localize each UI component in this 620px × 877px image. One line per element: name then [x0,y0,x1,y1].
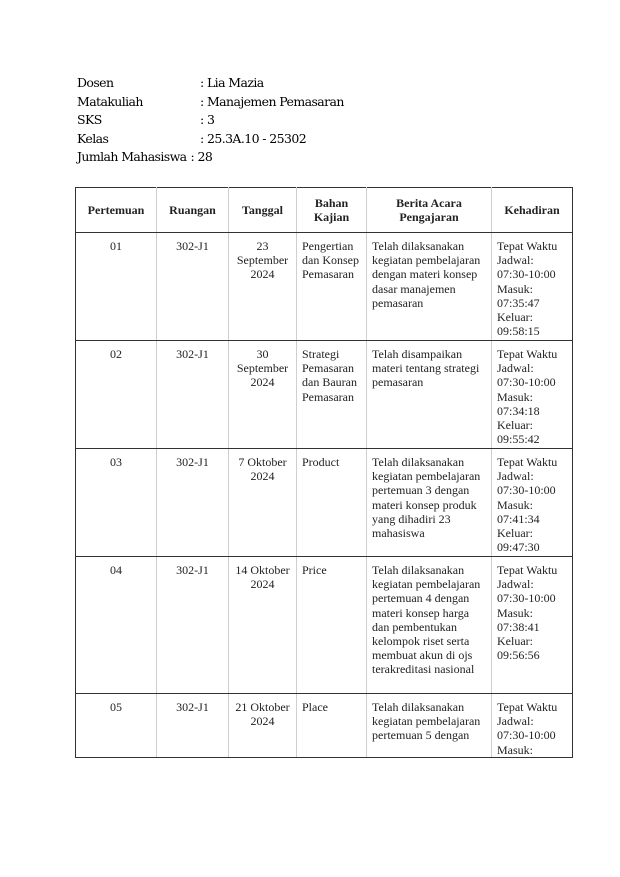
cell-tanggal: 14 Oktober 2024 [229,557,297,694]
keluar-value: 09:56:56 [497,648,540,663]
cell-pertemuan: 03 [76,449,157,557]
kelas-label: Kelas [77,130,109,146]
cell-pertemuan: 01 [76,233,157,341]
kehadiran-status: Tepat Waktu [497,347,558,361]
jadwal-label: Jadwal: [497,253,534,268]
cell-ruangan: 302-J1 [157,233,229,341]
course-info [77,74,344,167]
jadwal-value: 07:30-10:00 [497,483,556,498]
cell-tanggal: 7 Oktober 2024 [229,449,297,557]
masuk-label: Masuk: [497,497,533,512]
table-row [76,449,573,557]
cell-berita-acara: Telah dilaksanakan kegiatan pembelajaran dengan materi konsep dasar manajemen pemasaran [367,233,492,341]
cell-berita-acara: Telah dilaksanakan kegiatan pembelajaran pertemuan 4 dengan materi konsep harga dan pembentukan kelompok riset serta membuat akun di ojs terakreditasi nasional [367,557,492,694]
cell-kehadiran [492,341,573,449]
keluar-value: 09:58:15 [497,324,540,339]
masuk-value: 07:34:18 [497,403,540,418]
cell-kehadiran [492,557,573,694]
jadwal-label: Jadwal: [497,469,534,484]
cell-berita-acara: Telah dilaksanakan kegiatan pembelajaran pertemuan 3 dengan materi konsep produk yang dihadiri 23 mahasiswa [367,449,492,557]
info-row-kelas [77,130,344,149]
table-header-row [76,188,573,233]
cell-pertemuan: 05 [76,694,157,758]
cell-tanggal: 30 September 2024 [229,341,297,449]
jadwal-label: Jadwal: [497,577,534,592]
header-berita-acara: Berita Acara Pengajaran [367,188,492,233]
cell-ruangan: 302-J1 [157,694,229,758]
cell-pertemuan: 04 [76,557,157,694]
keluar-label: Keluar: [497,310,533,325]
info-row-matakuliah [77,93,344,112]
jadwal-label: Jadwal: [497,361,534,376]
jadwal-value: 07:30-10:00 [497,267,556,282]
cell-kehadiran [492,233,573,341]
jumlah-mahasiswa-value: : 28 [190,149,213,164]
cell-ruangan: 302-J1 [157,341,229,449]
keluar-value: 09:47:30 [497,540,540,555]
keluar-value: 09:55:42 [497,432,540,447]
masuk-label: Masuk: [497,742,533,757]
matakuliah-label: Matakuliah [77,93,143,109]
header-pertemuan: Pertemuan [76,188,157,233]
jadwal-value: 07:30-10:00 [497,591,556,606]
cell-bahan-kajian: Pengertian dan Konsep Pemasaran [297,233,367,341]
masuk-label: Masuk: [497,605,533,620]
keluar-label: Keluar: [497,418,533,433]
header-tanggal: Tanggal [229,188,297,233]
masuk-label: Masuk: [497,389,533,404]
table-row [76,694,573,758]
table-row [76,233,573,341]
dosen-label: Dosen [77,75,114,90]
cell-tanggal: 23 September 2024 [229,233,297,341]
masuk-value: 07:41:34 [497,511,540,526]
sks-value: : 3 [200,112,215,127]
cell-bahan-kajian: Price [297,557,367,694]
attendance-table [75,187,573,758]
kehadiran-status: Tepat Waktu [497,700,558,714]
cell-bahan-kajian: Strategi Pemasaran dan Bauran Pemasaran [297,341,367,449]
cell-bahan-kajian: Place [297,694,367,758]
dosen-value: : Lia Mazia [200,75,264,90]
cell-ruangan: 302-J1 [157,449,229,557]
keluar-label: Keluar: [497,526,533,541]
masuk-label: Masuk: [497,281,533,296]
cell-ruangan: 302-J1 [157,557,229,694]
jadwal-value: 07:30-10:00 [497,375,556,390]
kehadiran-status: Tepat Waktu [497,563,558,577]
kehadiran-status: Tepat Waktu [497,239,558,253]
cell-bahan-kajian: Product [297,449,367,557]
sks-label: SKS [77,112,102,127]
cell-tanggal: 21 Oktober 2024 [229,694,297,758]
kehadiran-status: Tepat Waktu [497,455,558,469]
masuk-value: 07:35:47 [497,295,540,310]
info-row-dosen [77,74,344,93]
table-row [76,341,573,449]
jadwal-label: Jadwal: [497,714,534,729]
cell-pertemuan: 02 [76,341,157,449]
kelas-value: : 25.3A.10 - 25302 [200,130,307,146]
header-bahan-kajian: Bahan Kajian [297,188,367,233]
header-kehadiran: Kehadiran [492,188,573,233]
cell-kehadiran [492,449,573,557]
masuk-value: 07:38:41 [497,619,540,634]
info-row-jumlah-mahasiswa [77,148,344,167]
header-ruangan: Ruangan [157,188,229,233]
cell-kehadiran [492,694,573,758]
jadwal-value: 07:30-10:00 [497,728,556,743]
keluar-label: Keluar: [497,634,533,649]
jumlah-mahasiswa-label: Jumlah Mahasiswa [77,149,187,164]
matakuliah-value: : Manajemen Pemasaran [200,93,344,109]
table-row [76,557,573,694]
cell-berita-acara: Telah dilaksanakan kegiatan pembelajaran pertemuan 5 dengan [367,694,492,758]
info-row-sks [77,111,344,130]
cell-berita-acara: Telah disampaikan materi tentang strategi pemasaran [367,341,492,449]
